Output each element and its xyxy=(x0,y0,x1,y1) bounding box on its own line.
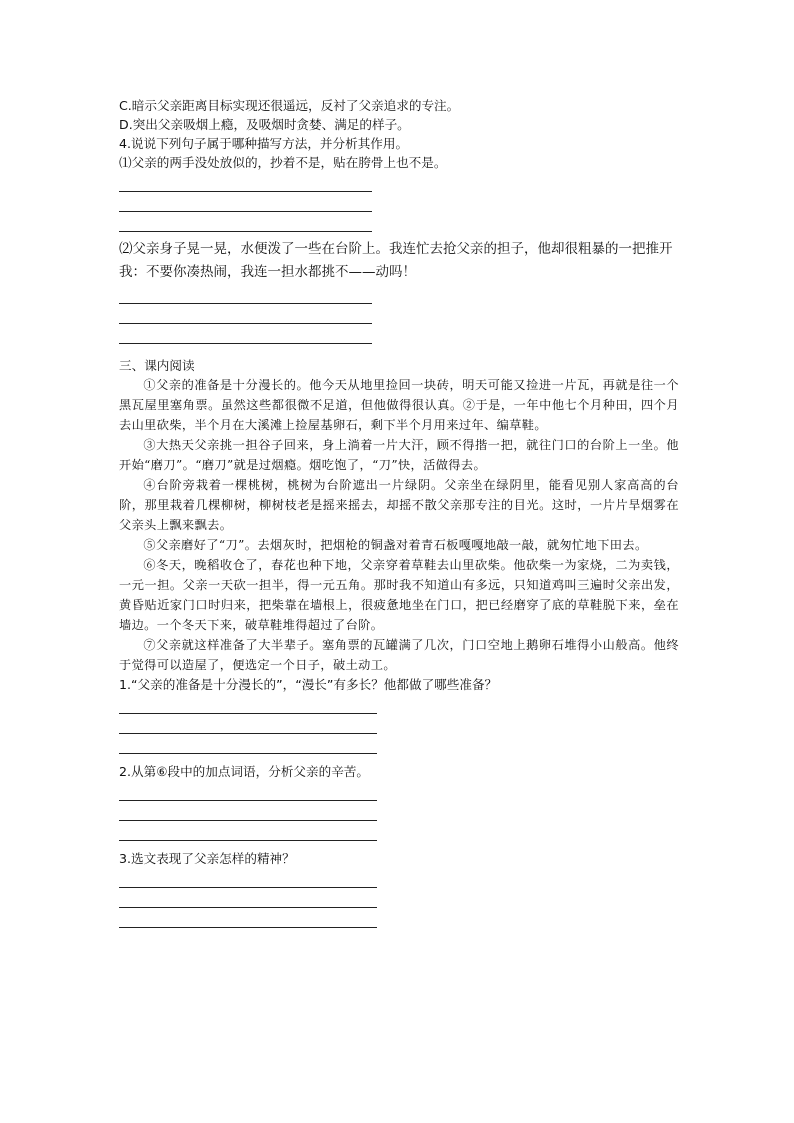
passage-paragraph: ⑥冬天，晚稻收仓了，春花也种下地，父亲穿着草鞋去山里砍柴。他砍柴一为家烧，二为卖钱，一元一担。父亲一天砍一担半，得一元五角。那时我不知道山有多远，只知道鸡叫三遍时父亲出发，黄昏贴近家门口时归来，把柴靠在墙根上，很疲惫地坐在门口，把已经磨穿了底的草鞋脱下来，垒在墙边。一个冬天下来，破草鞋堆得超过了台阶。 xyxy=(119,558,679,632)
reading-passage xyxy=(119,375,679,675)
worksheet-page xyxy=(119,96,679,928)
answer-line[interactable] xyxy=(119,734,377,754)
answer-line[interactable] xyxy=(119,212,372,232)
answer-line[interactable] xyxy=(119,304,372,324)
answer-line[interactable] xyxy=(119,192,372,212)
answer-line[interactable] xyxy=(119,821,377,841)
answer-line[interactable] xyxy=(119,868,377,888)
passage-paragraph: ③大热天父亲挑一担谷子回来，身上淌着一片大汗，顾不得揩一把，就往门口的台阶上一坐。他开始“磨刀”。“磨刀”就是过烟瘾。烟吃饱了，“刀”快，活做得去。 xyxy=(119,438,679,472)
question-1: 1.“父亲的准备是十分漫长的”，“漫长”有多长？他都做了哪些准备？ xyxy=(119,677,498,692)
passage-paragraph: ⑦父亲就这样准备了大半辈子。塞角票的瓦罐满了几次，门口空地上鹅卵石堆得小山般高。他终于觉得可以造屋了，便选定一个日子，破土动工。 xyxy=(119,638,679,672)
question-4-title: 4.说说下列句子属于哪种描写方法，并分析其作用。 xyxy=(119,136,409,151)
question-4-sentence-1: ⑴父亲的两手没处放似的，抄着不是，贴在胯骨上也不是。 xyxy=(119,155,447,170)
section-title: 三、课内阅读 xyxy=(119,358,195,373)
passage-paragraph: ①父亲的准备是十分漫长的。他今天从地里捡回一块砖，明天可能又捡进一片瓦，再就是往一个黑瓦屋里塞角票。虽然这些都很微不足道，但他做得很认真。②于是，一年中他七个月种田，四个月去山里砍柴，半个月在大溪滩上捡屋基卵石，剩下半个月用来过年、编草鞋。 xyxy=(119,378,679,432)
answer-line[interactable] xyxy=(119,172,372,192)
answer-line[interactable] xyxy=(119,694,377,714)
answer-area-q1[interactable] xyxy=(119,694,679,754)
passage-paragraph: ⑤父亲磨好了“刀”。去烟灰时，把烟枪的铜盏对着青石板嘎嘎地敲一敲，就匆忙地下田去。 xyxy=(143,538,648,552)
answer-area-q3[interactable] xyxy=(119,868,679,928)
answer-line[interactable] xyxy=(119,714,377,734)
option-d: D.突出父亲吸烟上瘾，及吸烟时贪婪、满足的样子。 xyxy=(119,117,410,132)
answer-line[interactable] xyxy=(119,801,377,821)
passage-paragraph: ④台阶旁栽着一棵桃树，桃树为台阶遮出一片绿阴。父亲坐在绿阴里，能看见别人家高高的台阶，那里栽着几棵柳树，柳树枝老是摇来摇去，却摇不散父亲那专注的目光。这时，一片片旱烟雾在父亲头上飘来飘去。 xyxy=(119,478,679,532)
answer-line[interactable] xyxy=(119,908,377,928)
answer-area-q4-1[interactable] xyxy=(119,172,679,232)
question-4-sentence-2: ⑵父亲身子晃一晃，水便泼了一些在台阶上。我连忙去抢父亲的担子，他却很粗暴的一把推开我：不要你凑热闹，我连一担水都挑不——动吗！ xyxy=(119,241,673,280)
option-c: C.暗示父亲距离目标实现还很遥远，反衬了父亲追求的专注。 xyxy=(119,98,460,113)
answer-area-q2[interactable] xyxy=(119,781,679,841)
answer-line[interactable] xyxy=(119,888,377,908)
answer-line[interactable] xyxy=(119,324,372,344)
answer-line[interactable] xyxy=(119,781,377,801)
answer-area-q4-2[interactable] xyxy=(119,284,679,344)
question-2: 2.从第⑥段中的加点词语，分析父亲的辛苦。 xyxy=(119,764,369,779)
question-3: 3.选文表现了父亲怎样的精神？ xyxy=(119,851,295,866)
answer-line[interactable] xyxy=(119,284,372,304)
